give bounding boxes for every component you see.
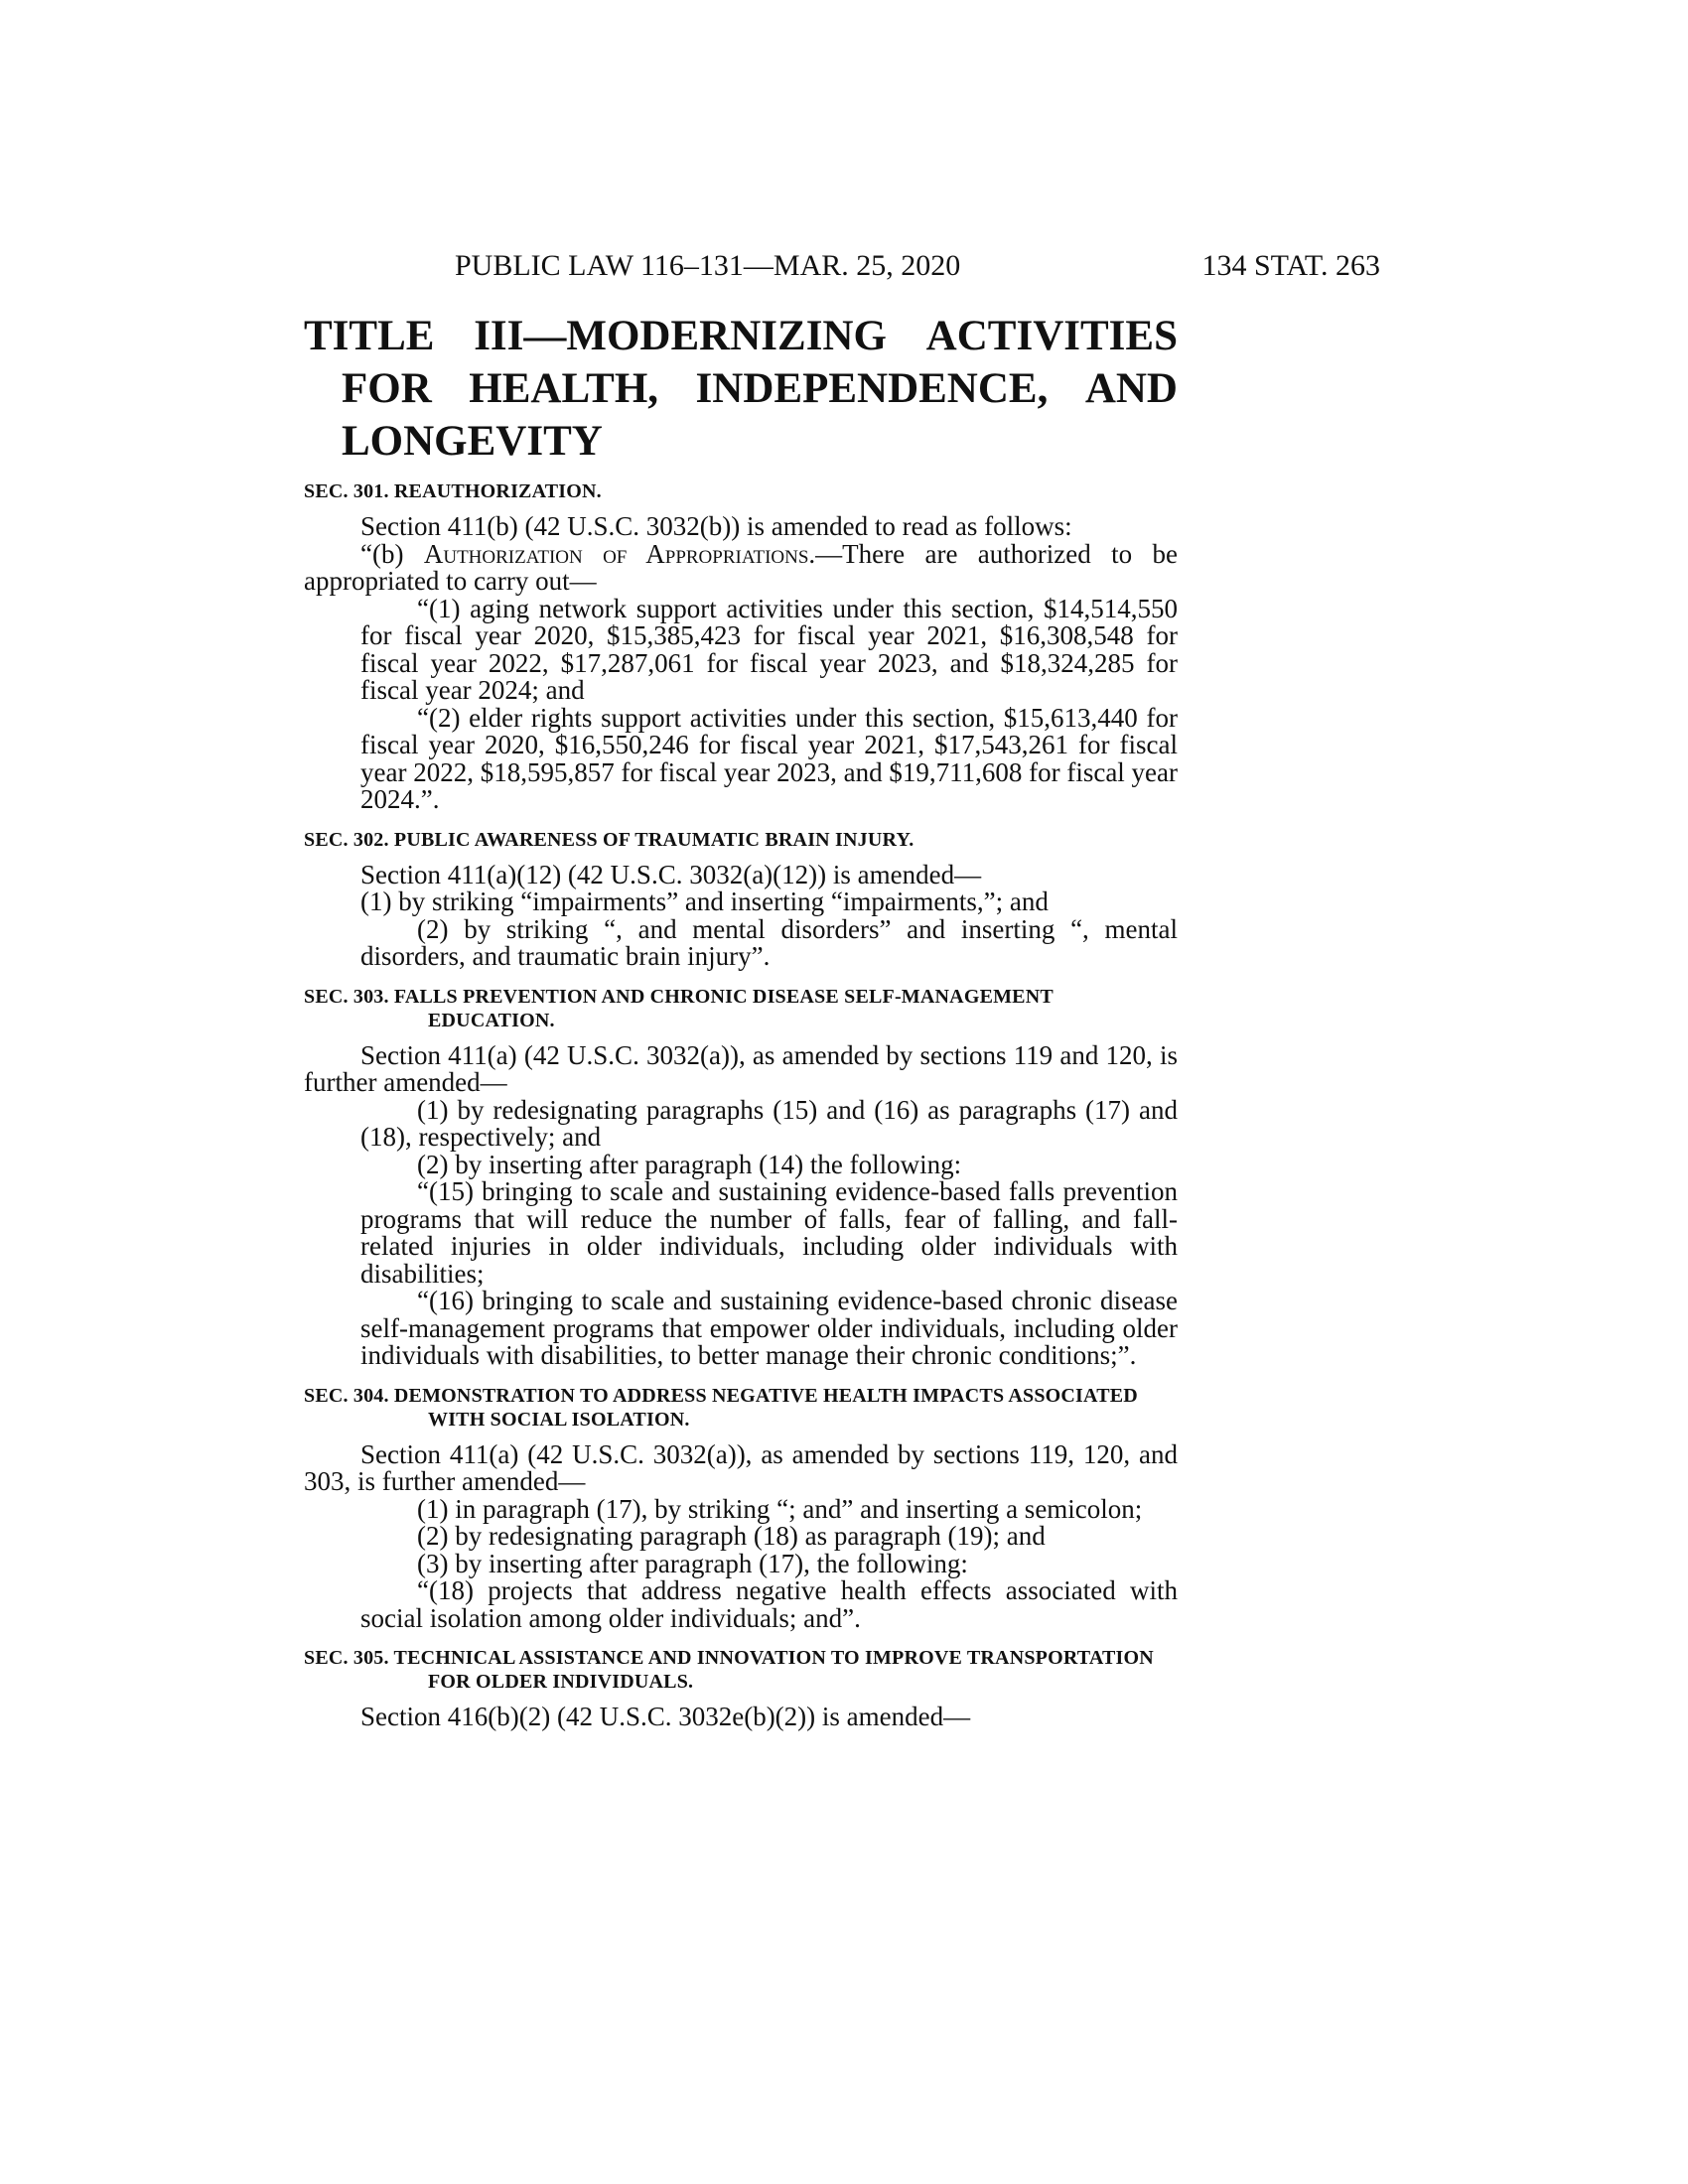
section-301-paragraph-2: “(2) elder rights support activities under this section, $15,613,440 for fiscal year 2020, $16,550,246 for fiscal year 2021, $17,543,261 for fiscal year 2022, $18,595,857 for fiscal year 2023, and $19,711,608 for fiscal year 2024.”. [360,702,1179,814]
header-page-number: 134 STAT. 263 [1201,249,1380,282]
section-304-quote-18: “(18) projects that address negative health effects associated with social isolation among older individuals; and”. [360,1575,1178,1633]
document-body [304,479,1178,1731]
section-302-item-2: (2) by striking “, and mental disorders” and inserting “, mental disorders, and traumatic brain injury”. [360,913,1178,971]
section-heading-301: SEC. 301. REAUTHORIZATION. [304,480,602,502]
section-heading-302: SEC. 302. PUBLIC AWARENESS OF TRAUMATIC BRAIN INJURY. [304,828,914,851]
section-301-subsection-b: “(b) Authorization of Appropriations.—There are authorized to be appropriated to carry out— [304,538,1178,596]
title-line-1: TITLE III—MODERNIZING ACTIVITIES [304,313,1178,359]
section-303-quote-16: “(16) bringing to scale and sustaining evidence-based chronic disease self-management programs that empower older individuals, including older individuals with disabilities, to better manage their chronic conditions;”. [360,1286,1178,1370]
section-304-intro: Section 411(a) (42 U.S.C. 3032(a)), as amended by sections 119, 120, and 303, is further amended— [304,1438,1178,1496]
section-heading-303: SEC. 303. FALLS PREVENTION AND CHRONIC DISEASE SELF-MANAGEMENT EDUCATION. [304,985,1054,1031]
section-303-quote-15: “(15) bringing to scale and sustaining evidence-based falls prevention programs that will reduce the number of falls, fear of falling, and fall-related injuries in older individuals, including older individuals with disabilities; [360,1176,1178,1289]
section-301-paragraph-1: “(1) aging network support activities under this section, $14,514,550 for fiscal year 2020, $15,385,423 for fiscal year 2021, $16,308,548 for fiscal year 2022, $17,287,061 for fiscal year 2023, and $18,324,285 for fiscal year 2024; and [360,593,1178,705]
section-heading-305: SEC. 305. TECHNICAL ASSISTANCE AND INNOVATION TO IMPROVE TRANSPORTATION FOR OLDER INDIVIDUALS. [304,1647,1154,1693]
title-line-2: FOR HEALTH, INDEPENDENCE, AND [342,365,1178,412]
section-305-intro: Section 416(b)(2) (42 U.S.C. 3032e(b)(2)) is amended— [360,1702,971,1731]
title-line-3: LONGEVITY [342,418,603,465]
section-303-intro: Section 411(a) (42 U.S.C. 3032(a)), as amended by sections 119 and 120, is further amended— [304,1039,1178,1097]
section-302-item-1: (1) by striking “impairments” and inserting “impairments,”; and [360,887,1049,916]
section-304-item-3: (3) by inserting after paragraph (17), the following: [417,1548,968,1578]
section-301-intro: Section 411(b) (42 U.S.C. 3032(b)) is amended to read as follows: [360,511,1072,541]
section-303-item-2: (2) by inserting after paragraph (14) the following: [417,1149,962,1179]
section-302-intro: Section 411(a)(12) (42 U.S.C. 3032(a)(12)) is amended— [360,859,982,889]
section-304-item-2: (2) by redesignating paragraph (18) as paragraph (19); and [417,1521,1046,1551]
section-304-item-1: (1) in paragraph (17), by striking “; and” and inserting a semicolon; [417,1493,1143,1524]
header-citation: PUBLIC LAW 116–131—MAR. 25, 2020 [455,249,961,282]
section-303-item-1: (1) by redesignating paragraphs (15) and (16) as paragraphs (17) and (18), respectively; and [360,1094,1178,1152]
section-heading-304: SEC. 304. DEMONSTRATION TO ADDRESS NEGATIVE HEALTH IMPACTS ASSOCIATED WITH SOCIAL ISOLATION. [304,1384,1138,1431]
title-heading [304,310,1178,468]
